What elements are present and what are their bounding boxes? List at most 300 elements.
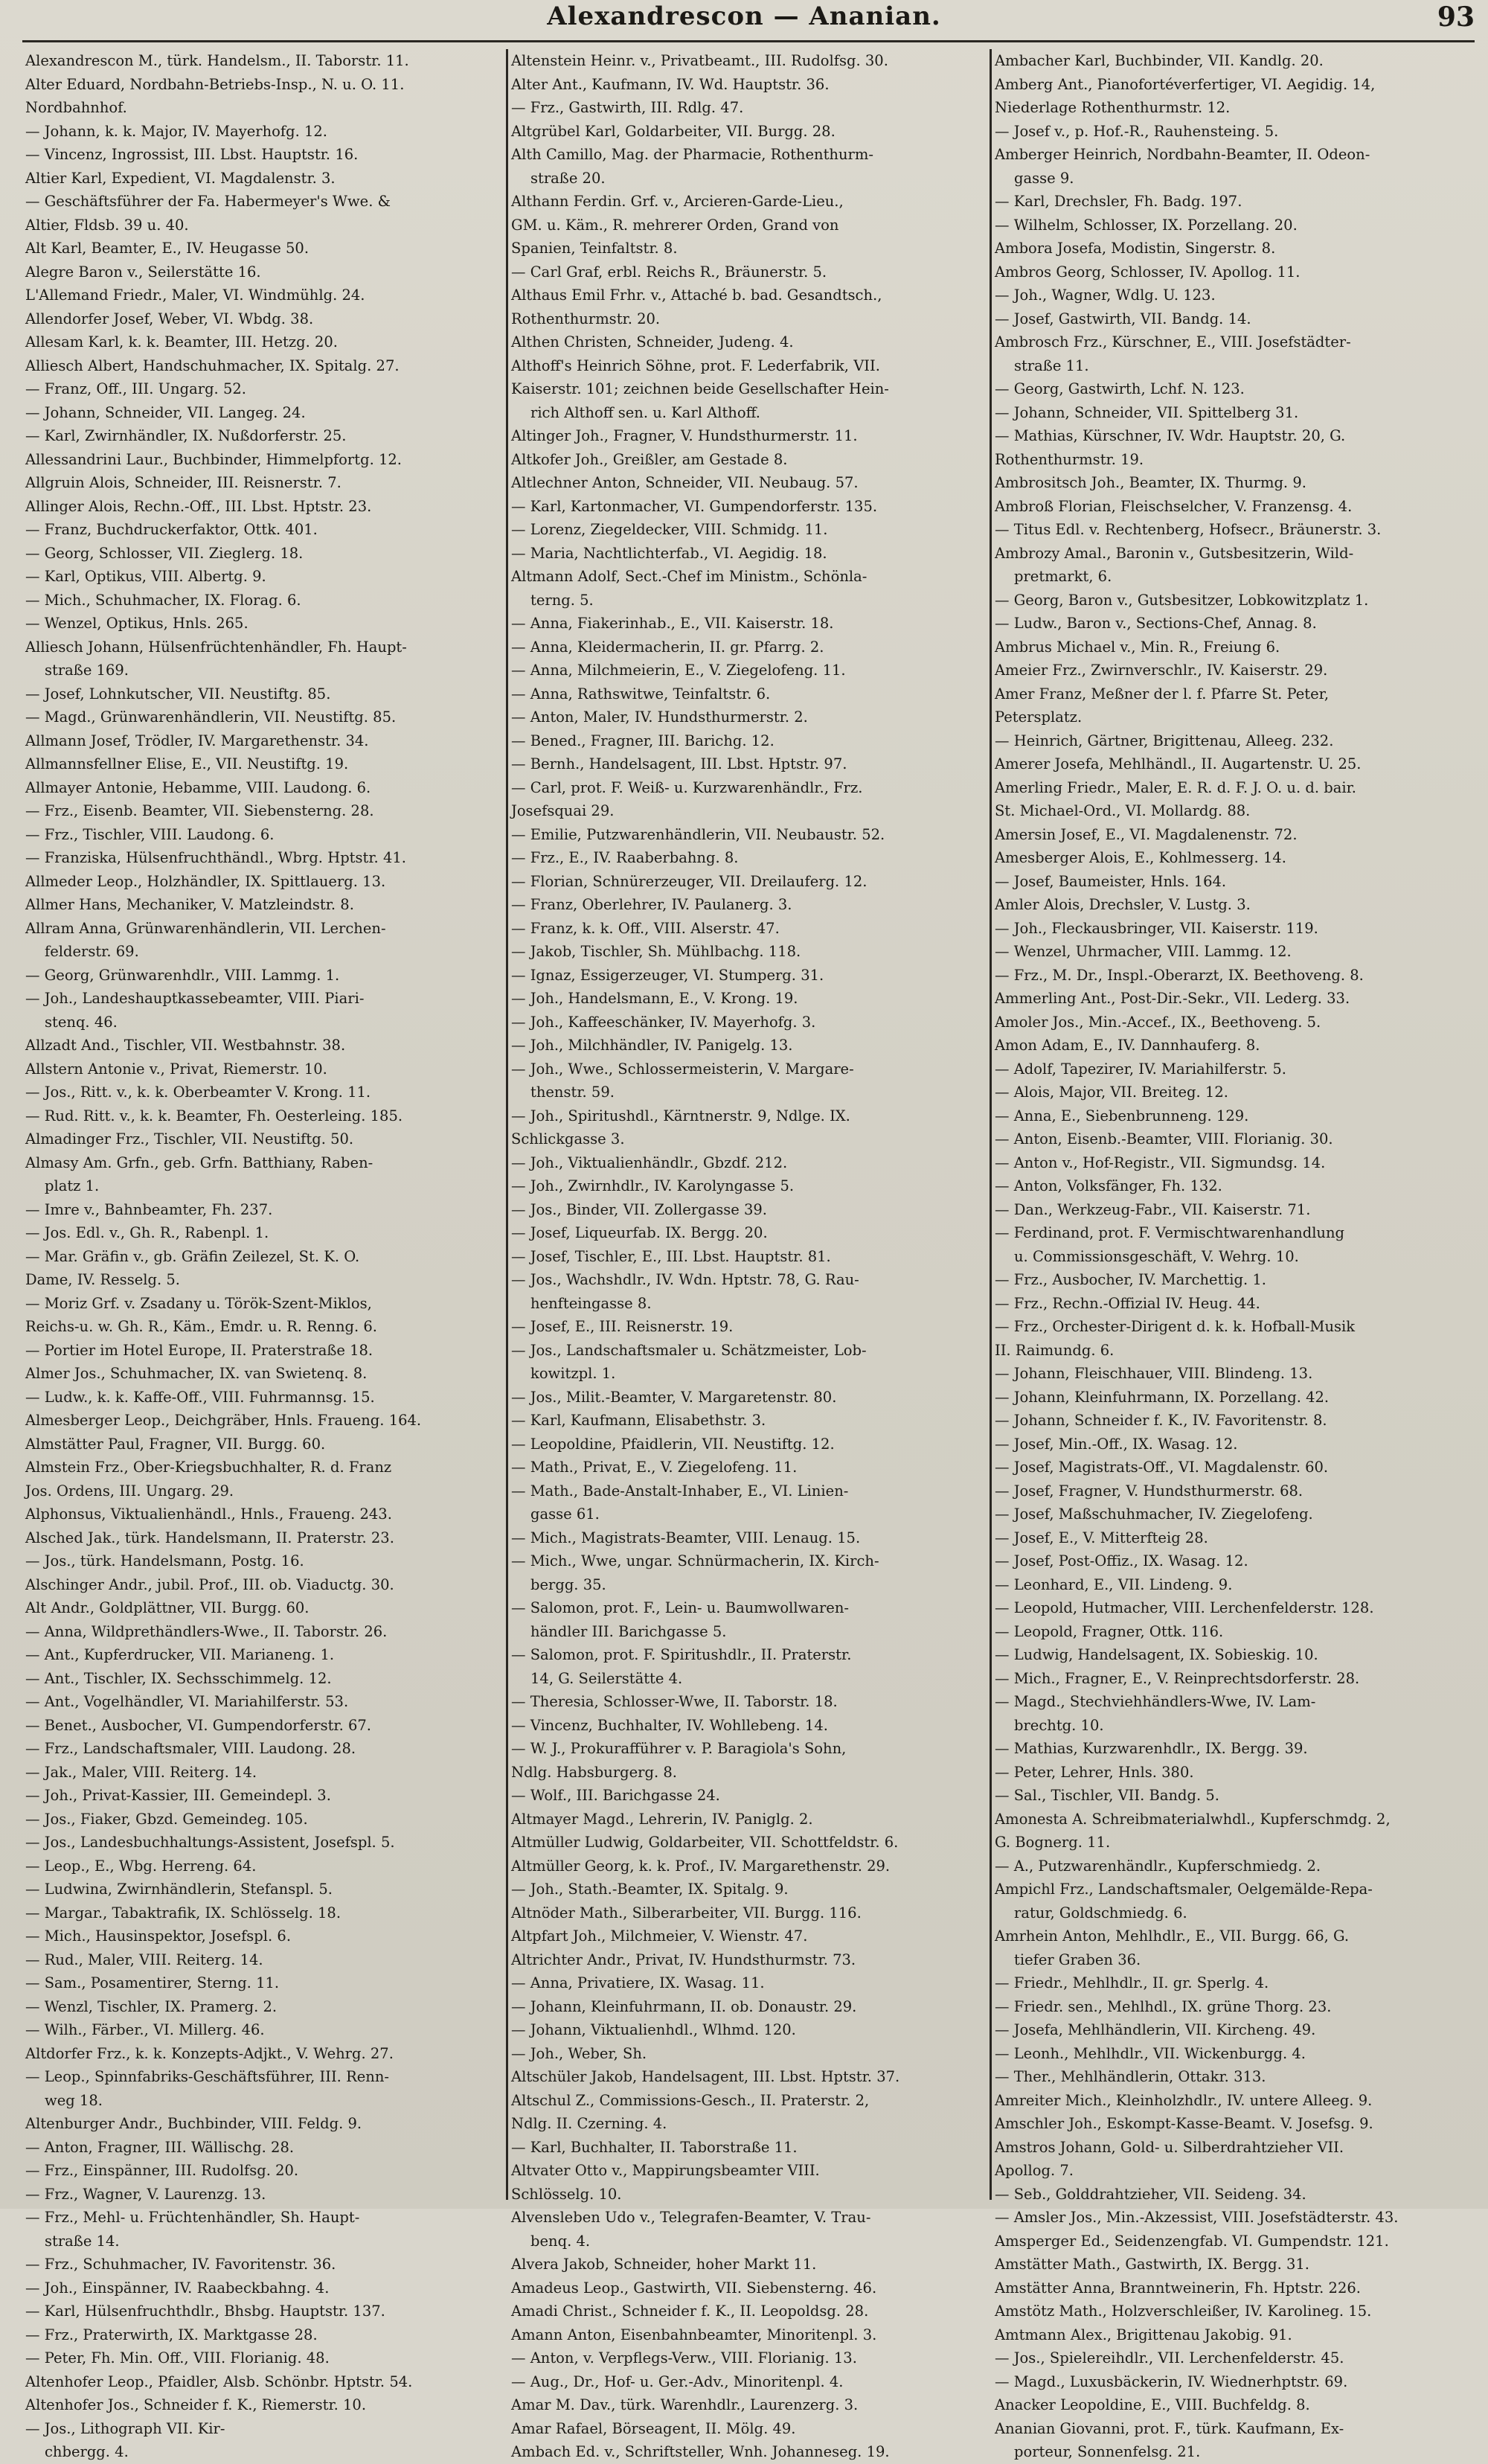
directory-entry: henfteingasse 8. [530,1294,652,1312]
directory-entry: Altenhofer Leop., Pfaidler, Alsb. Schönbr. Hptstr. 54. [25,2372,413,2390]
directory-entry: — Mathias, Kürschner, IV. Wdr. Hauptstr. 20, G. [995,427,1346,444]
directory-entry: Almer Jos., Schuhmacher, IX. van Swietenq. 8. [25,1365,368,1382]
directory-entry: — Bened., Fragner, III. Barichg. 12. [511,732,775,749]
directory-entry: Althen Christen, Schneider, Judeng. 4. [511,333,794,351]
directory-entry: — Joh., Wwe., Schlossermeisterin, V. Margare- [511,1060,854,1078]
directory-entry: Petersplatz. [995,708,1083,726]
directory-entry: Rothenthurmstr. 20. [511,310,661,327]
directory-entry: — Karl, Drechsler, Fh. Badg. 197. [995,193,1242,210]
directory-entry: stenq. 46. [45,1013,118,1031]
directory-columns [22,49,1475,2460]
directory-entry: Altschul Z., Commissions-Gesch., II. Praterstr. 2, [511,2091,870,2109]
directory-entry: — Titus Edl. v. Rechtenberg, Hofsecr., Bräunerstr. 3. [995,521,1382,538]
directory-entry: straße 14. [45,2232,120,2250]
directory-entry: — Frz., Wagner, V. Laurenzg. 13. [25,2185,266,2203]
directory-entry: Alliesch Albert, Handschuhmacher, IX. Spitalg. 27. [25,356,400,374]
directory-entry: — Joh., Stath.-Beamter, IX. Spitalg. 9. [511,1881,789,1898]
directory-entry: Altenburger Andr., Buchbinder, VIII. Feldg. 9. [25,2115,362,2132]
directory-entry: Amschler Joh., Eskompt-Kasse-Beamt. V. Josefsg. 9. [995,2115,1373,2132]
directory-entry: — Johann, Viktualienhdl., Wlhmd. 120. [511,2021,796,2038]
directory-entry: — Josef, E., III. Reisnerstr. 19. [511,1318,734,1335]
directory-entry: Schlösselg. 10. [511,2185,622,2203]
directory-entry: Rothenthurmstr. 19. [995,450,1144,468]
directory-entry: Allmer Hans, Mechaniker, V. Matzleindstr. 8. [25,896,354,913]
directory-entry: Amar Rafael, Börseagent, II. Mölg. 49. [511,2419,796,2437]
directory-entry: — Frz., Ausbocher, IV. Marchettig. 1. [995,1271,1266,1288]
directory-entry: — Karl, Hülsenfruchthdlr., Bhsbg. Hauptstr. 137. [25,2303,385,2320]
directory-entry: Amerling Friedr., Maler, E. R. d. F. J. O. u. d. bair. [995,778,1356,796]
directory-entry: Apollog. 7. [995,2162,1074,2179]
column-left [22,49,506,2460]
directory-entry: Ambrositsch Joh., Beamter, IX. Thurmg. 9. [995,474,1306,491]
directory-entry: — Margar., Tabaktrafik, IX. Schlösselg. 18. [25,1904,341,1921]
directory-entry: Alt Andr., Goldplättner, VII. Burgg. 60. [25,1599,310,1616]
directory-entry: Almstätter Paul, Fragner, VII. Burgg. 60. [25,1435,326,1453]
directory-entry: Amoler Jos., Min.-Accef., IX., Beethoveng. 5. [995,1013,1321,1031]
directory-entry: — Frz., E., IV. Raaberbahng. 8. [511,849,739,866]
directory-entry: — Frz., M. Dr., Inspl.-Oberarzt, IX. Beethoveng. 8. [995,966,1364,984]
directory-entry: Amberger Heinrich, Nordbahn-Beamter, II. Odeon- [995,146,1370,163]
directory-entry: — Jakob, Tischler, Sh. Mühlbachg. 118. [511,943,801,960]
directory-entry: — Anton, Maler, IV. Hundsthurmerstr. 2. [511,708,808,726]
directory-entry: Allendorfer Josef, Weber, VI. Wbdg. 38. [25,310,314,327]
directory-entry: Amrhein Anton, Mehlhdlr., E., VII. Burgg. 66, G. [995,1927,1350,1945]
directory-entry: — Anton, Volksfänger, Fh. 132. [995,1177,1222,1194]
directory-entry: Altgrübel Karl, Goldarbeiter, VII. Burgg. 28. [511,122,836,140]
directory-entry: Althoff's Heinrich Söhne, prot. F. Lederfabrik, VII. [511,356,880,374]
page-header [0,0,1488,43]
directory-entry: — Joh., Kaffeeschänker, IV. Mayerhofg. 3. [511,1013,816,1031]
directory-entry: — Leop., Spinnfabriks-Geschäftsführer, III. Renn- [25,2068,389,2085]
directory-entry: — Joh., Privat-Kassier, III. Gemeindepl. 3. [25,1787,331,1804]
directory-entry: Ambacher Karl, Buchbinder, VII. Kandlg. 20. [995,52,1324,69]
directory-entry: Schlickgasse 3. [511,1130,625,1148]
directory-entry: — Maria, Nachtlichterfab., VI. Aegidig. 18. [511,544,827,562]
directory-entry: — Vincenz, Buchhalter, IV. Wohllebeng. 14. [511,1716,828,1734]
directory-entry: — Josef, Baumeister, Hnls. 164. [995,872,1227,890]
directory-entry: Altmüller Ludwig, Goldarbeiter, VII. Schottfeldstr. 6. [511,1834,899,1851]
directory-entry: — Anton, Eisenb.-Beamter, VIII. Florianig. 30. [995,1130,1333,1148]
directory-entry: Niederlage Rothenthurmstr. 12. [995,99,1231,116]
directory-entry: — Josef, E., V. Mitterfteig 28. [995,1529,1208,1546]
directory-entry: — Wolf., III. Barichgasse 24. [511,1787,720,1804]
directory-entry: — Anna, Fiakerinhab., E., VII. Kaiserstr. 18. [511,615,834,632]
directory-entry: — Ludw., k. k. Kaffe-Off., VIII. Fuhrmannsg. 15. [25,1388,375,1406]
directory-entry: Alliesch Johann, Hülsenfrüchtenhändler, Fh. Haupt- [25,638,407,656]
directory-entry: — Josef, Lohnkutscher, VII. Neustiftg. 85. [25,685,331,703]
directory-entry: — Jos., Wachshdlr., IV. Wdn. Hptstr. 78, G. Rau- [511,1271,859,1288]
directory-entry: — Wenzel, Optikus, Hnls. 265. [25,615,248,632]
directory-entry: — Anna, Milchmeierin, E., V. Ziegelofeng. 11. [511,662,846,679]
directory-entry: — Georg, Schlosser, VII. Zieglerg. 18. [25,544,304,562]
directory-entry: rich Althoff sen. u. Karl Althoff. [530,403,760,421]
directory-entry: Amberg Ant., Pianofortéverfertiger, VI. Aegidig. 14, [995,75,1376,93]
directory-entry: Alschinger Andr., jubil. Prof., III. ob. Viaductg. 30. [25,1575,394,1593]
directory-entry: — Emilie, Putzwarenhändlerin, VII. Neubaustr. 52. [511,825,885,843]
directory-entry: — Mich., Hausinspektor, Josefspl. 6. [25,1927,292,1945]
directory-entry: — Frz., Landschaftsmaler, VIII. Laudong. 28. [25,1740,356,1757]
directory-entry: — Portier im Hotel Europe, II. Praterstraße 18. [25,1341,373,1359]
directory-entry: — Friedr., Mehlhdlr., II. gr. Sperlg. 4. [995,1974,1269,1991]
directory-entry: — Leop., E., Wbg. Herreng. 64. [25,1857,257,1875]
directory-entry: Spanien, Teinfaltstr. 8. [511,240,678,257]
directory-entry: — Carl, prot. F. Weiß- u. Kurzwarenhändlr., Frz. [511,778,863,796]
directory-entry: — Karl, Kartonmacher, VI. Gumpendorferstr. 135. [511,497,878,515]
directory-entry: Alth Camillo, Mag. der Pharmacie, Rothenthurm- [511,146,873,163]
directory-entry: Allessandrini Laur., Buchbinder, Himmelpfortg. 12. [25,450,402,468]
directory-entry: Alter Eduard, Nordbahn-Betriebs-Insp., N. u. O. 11. [25,75,405,93]
directory-entry: — Mich., Schuhmacher, IX. Florag. 6. [25,591,301,609]
directory-entry: — Jos., Spielereihdlr., VII. Lerchenfelderstr. 45. [995,2349,1344,2367]
directory-entry: — Frz., Einspänner, III. Rudolfsg. 20. [25,2162,299,2179]
page-number: 93 [1437,1,1475,33]
directory-entry: — Wilh., Färber., VI. Millerg. 46. [25,2021,265,2038]
directory-entry: — Leopoldine, Pfaidlerin, VII. Neustiftg. 12. [511,1435,835,1453]
directory-entry: — Johann, Schneider, VII. Spittelberg 31. [995,403,1299,421]
directory-entry: Altpfart Joh., Milchmeier, V. Wienstr. 47. [511,1927,808,1945]
directory-entry: Altinger Joh., Fragner, V. Hundsthurmerstr. 11. [511,427,858,444]
column-middle [506,49,990,2460]
directory-entry: — Jos. Edl. v., Gh. R., Rabenpl. 1. [25,1224,269,1241]
directory-entry: Altmüller Georg, k. k. Prof., IV. Margarethenstr. 29. [511,1857,891,1875]
directory-entry: — Theresia, Schlosser-Wwe, II. Taborstr. 18. [511,1693,838,1710]
directory-entry: — Anna, Wildprethändlers-Wwe., II. Taborstr. 26. [25,1622,388,1640]
directory-entry: Allstern Antonie v., Privat, Riemerstr. 10. [25,1060,327,1078]
directory-entry: Allmeder Leop., Holzhändler, IX. Spittlauerg. 13. [25,872,386,890]
directory-entry: Alvensleben Udo v., Telegrafen-Beamter, V. Trau- [511,2209,871,2226]
directory-entry: — A., Putzwarenhändlr., Kupferschmiedg. 2. [995,1857,1321,1875]
directory-entry: — Magd., Luxusbäckerin, IV. Wiednerhptstr. 69. [995,2372,1348,2390]
directory-entry: — Imre v., Bahnbeamter, Fh. 237. [25,1200,273,1218]
directory-entry: Alexandrescon M., türk. Handelsm., II. Taborstr. 11. [25,52,409,69]
directory-entry: Altenstein Heinr. v., Privatbeamt., III. Rudolfsg. 30. [511,52,888,69]
directory-entry: Althann Ferdin. Grf. v., Arcieren-Garde-Lieu., [511,193,844,210]
directory-entry: Allesam Karl, k. k. Beamter, III. Hetzg. 20. [25,333,338,351]
directory-entry: — Johann, Schneider, VII. Langeg. 24. [25,403,306,421]
directory-entry: Altdorfer Frz., k. k. Konzepts-Adjkt., V. Wehrg. 27. [25,2044,394,2062]
directory-entry: — Amsler Jos., Min.-Akzessist, VIII. Josefstädterstr. 43. [995,2209,1399,2226]
directory-entry: straße 169. [45,662,129,679]
directory-entry: pretmarkt, 6. [1014,568,1112,585]
directory-entry: — Frz., Rechn.-Offizial IV. Heug. 44. [995,1294,1260,1312]
directory-entry: Amler Alois, Drechsler, V. Lustg. 3. [995,896,1251,913]
directory-entry: — Anton v., Hof-Registr., VII. Sigmundsg. 14. [995,1153,1326,1171]
directory-entry: Amstätter Math., Gastwirth, IX. Bergg. 31. [995,2256,1309,2273]
directory-entry: Ndlg. Habsburgerg. 8. [511,1763,677,1781]
directory-entry: — Franz, k. k. Off., VIII. Alserstr. 47. [511,919,780,937]
directory-entry: — Sam., Posamentirer, Sterng. 11. [25,1974,280,1991]
directory-entry: — Joh., Landeshauptkassebeamter, VIII. Piari- [25,990,365,1007]
directory-entry: Amstätter Anna, Branntweinerin, Fh. Hptstr. 226. [995,2279,1361,2297]
directory-entry: — Leopold, Fragner, Ottk. 116. [995,1622,1224,1640]
directory-entry: — Jak., Maler, VIII. Reiterg. 14. [25,1763,257,1781]
directory-entry: — Anna, Kleidermacherin, II. gr. Pfarrg. 2. [511,638,824,656]
directory-entry: — Carl Graf, erbl. Reichs R., Bräunerstr. 5. [511,263,827,281]
directory-entry: — Josef, Tischler, E., III. Lbst. Hauptstr. 81. [511,1247,831,1265]
directory-entry: — Josef, Liqueurfab. IX. Bergg. 20. [511,1224,768,1241]
directory-entry: — Wilhelm, Schlosser, IX. Porzellang. 20. [995,216,1298,234]
directory-entry: u. Commissionsgeschäft, V. Wehrg. 10. [1014,1247,1299,1265]
directory-entry: Allmann Josef, Trödler, IV. Margarethenstr. 34. [25,732,369,749]
directory-entry: Ambrozy Amal., Baronin v., Gutsbesitzerin, Wild- [995,544,1354,562]
directory-entry: — W. J., Prokurafführer v. P. Baragiola's Sohn, [511,1740,847,1757]
directory-entry: — Salomon, prot. F., Lein- u. Baumwollwaren- [511,1599,849,1616]
directory-entry: kowitzpl. 1. [530,1365,616,1382]
page-title: Alexandrescon — Ananian. [547,1,941,31]
directory-entry: — Anna, Privatiere, IX. Wasag. 11. [511,1974,765,1991]
directory-entry: Ambroß Florian, Fleischselcher, V. Franzensg. 4. [995,497,1353,515]
directory-entry: — Wenzel, Uhrmacher, VIII. Lammg. 12. [995,943,1292,960]
directory-entry: — Josefa, Mehlhändlerin, VII. Kircheng. 49. [995,2021,1316,2038]
directory-entry: — Ludw., Baron v., Sections-Chef, Annag. 8. [995,615,1317,632]
directory-entry: — Lorenz, Ziegeldecker, VIII. Schmidg. 11. [511,521,828,538]
directory-entry: — Mich., Fragner, E., V. Reinprechtsdorferstr. 28. [995,1669,1360,1687]
directory-entry: — Karl, Zwirnhändler, IX. Nußdorferstr. 25. [25,427,347,444]
directory-entry: — Aug., Dr., Hof- u. Ger.-Adv., Minoritenpl. 4. [511,2372,844,2390]
directory-entry: Altrichter Andr., Privat, IV. Hundsthurmstr. 73. [511,1951,856,1968]
directory-entry: — Joh., Handelsmann, E., V. Krong. 19. [511,990,798,1007]
directory-entry: — Jos., Fiaker, Gbzd. Gemeindeg. 105. [25,1810,308,1828]
directory-entry: — Jos., Lithograph VII. Kir- [25,2419,225,2437]
directory-entry: II. Raimundg. 6. [995,1341,1115,1359]
directory-entry: — Frz., Schuhmacher, IV. Favoritenstr. 36. [25,2256,336,2273]
directory-entry: — Anna, E., Siebenbrunneng. 129. [995,1107,1249,1124]
directory-entry: Amerer Josefa, Mehlhändl., II. Augartenstr. U. 25. [995,755,1362,772]
directory-entry: Ananian Giovanni, prot. F., türk. Kaufmann, Ex- [995,2419,1344,2437]
directory-entry: weg 18. [45,2091,103,2109]
directory-entry: — Franz, Buchdruckerfaktor, Ottk. 401. [25,521,318,538]
directory-entry: chbergg. 4. [45,2443,129,2460]
directory-entry: Altnöder Math., Silberarbeiter, VII. Burgg. 116. [511,1904,862,1921]
directory-entry: — Moriz Grf. v. Zsadany u. Török-Szent-Miklos, [25,1294,372,1312]
directory-entry: — Jos., türk. Handelsmann, Postg. 16. [25,1552,304,1569]
directory-entry: platz 1. [45,1177,100,1194]
directory-entry: Amesberger Alois, E., Kohlmesserg. 14. [995,849,1286,866]
directory-entry: Ambrus Michael v., Min. R., Freiung 6. [995,638,1280,656]
directory-entry: — Georg, Gastwirth, Lchf. N. 123. [995,380,1245,397]
directory-entry: Josefsquai 29. [511,802,615,819]
directory-entry: — Salomon, prot. F. Spiritushdlr., II. Praterstr. [511,1646,852,1663]
directory-entry: — Rud. Ritt. v., k. k. Beamter, Fh. Oesterleing. 185. [25,1107,403,1124]
directory-entry: St. Michael-Ord., VI. Mollardg. 88. [995,802,1251,819]
directory-entry: Amadeus Leop., Gastwirth, VII. Siebensterng. 46. [511,2279,877,2297]
directory-entry: — Mathias, Kurzwarenhdlr., IX. Bergg. 39. [995,1740,1308,1757]
directory-entry: Amsperger Ed., Seidenzengfab. VI. Gumpendstr. 121. [995,2232,1389,2250]
directory-entry: — Rud., Maler, VIII. Reiterg. 14. [25,1951,263,1968]
directory-entry: Anacker Leopoldine, E., VIII. Buchfeldg. 8. [995,2396,1310,2413]
directory-entry: — Ludwig, Handelsagent, IX. Sobieskig. 10. [995,1646,1318,1663]
directory-entry: Amadi Christ., Schneider f. K., II. Leopoldsg. 28. [511,2303,869,2320]
directory-entry: — Jos., Landesbuchhaltungs-Assistent, Josefspl. 5. [25,1834,395,1851]
directory-entry: Allzadt And., Tischler, VII. Westbahnstr. 38. [25,1037,346,1054]
directory-entry: — Ant., Vogelhändler, VI. Mariahilferstr. 53. [25,1693,349,1710]
directory-entry: terng. 5. [530,591,594,609]
directory-entry: — Joh., Weber, Sh. [511,2044,647,2062]
directory-entry: Altier Karl, Expedient, VI. Magdalenstr. 3. [25,169,336,187]
directory-entry: gasse 61. [530,1505,600,1523]
directory-entry: Reichs-u. w. Gh. R., Käm., Emdr. u. R. Renng. 6. [25,1318,377,1335]
directory-entry: — Josef, Gastwirth, VII. Bandg. 14. [995,310,1251,327]
directory-entry: — Ant., Tischler, IX. Sechsschimmelg. 12. [25,1669,332,1687]
directory-entry: Altier, Fldsb. 39 u. 40. [25,216,189,234]
directory-entry: Amersin Josef, E., VI. Magdalenenstr. 72. [995,825,1298,843]
directory-entry: — Vincenz, Ingrossist, III. Lbst. Hauptstr. 16. [25,146,359,163]
directory-entry: Ameier Frz., Zwirnverschlr., IV. Kaiserstr. 29. [995,662,1328,679]
directory-entry: felderstr. 69. [45,943,139,960]
directory-entry: — Sal., Tischler, VII. Bandg. 5. [995,1787,1219,1804]
directory-entry: Ambach Ed. v., Schriftsteller, Wnh. Johanneseg. 19. [511,2443,890,2460]
directory-entry: Allmannsfellner Elise, E., VII. Neustiftg. 19. [25,755,349,772]
directory-entry: — Jos., Landschaftsmaler u. Schätzmeister, Lob- [511,1341,867,1359]
directory-entry: Ndlg. II. Czerning. 4. [511,2115,667,2132]
directory-entry: — Joh., Viktualienhändlr., Gbzdf. 212. [511,1153,788,1171]
directory-entry: — Josef, Maßschuhmacher, IV. Ziegelofeng. [995,1505,1313,1523]
directory-entry: — Anton, Fragner, III. Wällischg. 28. [25,2138,295,2156]
directory-entry: benq. 4. [530,2232,591,2250]
directory-entry: — Franziska, Hülsenfruchthändl., Wbrg. Hptstr. 41. [25,849,406,866]
directory-entry: — Math., Bade-Anstalt-Inhaber, E., VI. Linien- [511,1482,849,1500]
directory-entry: Alegre Baron v., Seilerstätte 16. [25,263,261,281]
directory-entry: — Frz., Tischler, VIII. Laudong. 6. [25,825,275,843]
directory-entry: Amtmann Alex., Brigittenau Jakobig. 91. [995,2326,1292,2343]
directory-entry: — Friedr. sen., Mehlhdl., IX. grüne Thorg. 23. [995,1997,1332,2015]
directory-entry: — Ferdinand, prot. F. Vermischtwarenhandlung [995,1224,1345,1241]
directory-entry: — Karl, Kaufmann, Elisabethstr. 3. [511,1412,766,1429]
directory-entry: Almesberger Leop., Deichgräber, Hnls. Fraueng. 164. [25,1412,422,1429]
directory-entry: Alter Ant., Kaufmann, IV. Wd. Hauptstr. 36. [511,75,830,93]
directory-entry: Altlechner Anton, Schneider, VII. Neubaug. 57. [511,474,859,491]
directory-entry: Kaiserstr. 101; zeichnen beide Gesellschafter Hein- [511,380,889,397]
directory-entry: Alt Karl, Beamter, E., IV. Heugasse 50. [25,240,310,257]
directory-entry: Altmann Adolf, Sect.-Chef im Ministm., Schönla- [511,568,868,585]
directory-entry: Altkofer Joh., Greißler, am Gestade 8. [511,450,788,468]
directory-entry: — Frz., Mehl- u. Früchtenhändler, Sh. Haupt- [25,2209,360,2226]
directory-entry: — Math., Privat, E., V. Ziegelofeng. 11. [511,1459,798,1476]
directory-entry: — Peter, Fh. Min. Off., VIII. Florianig. 48. [25,2349,330,2367]
directory-entry: ratur, Goldschmiedg. 6. [1014,1904,1187,1921]
directory-entry: — Mich., Magistrats-Beamter, VIII. Lenaug. 15. [511,1529,861,1546]
directory-entry: — Josef, Post-Offiz., IX. Wasag. 12. [995,1552,1248,1569]
directory-entry: — Leopold, Hutmacher, VIII. Lerchenfelderstr. 128. [995,1599,1374,1616]
directory-entry: — Jos., Ritt. v., k. k. Oberbeamter V. Krong. 11. [25,1084,371,1101]
directory-entry: — Frz., Eisenb. Beamter, VII. Siebensterng. 28. [25,802,374,819]
directory-entry: — Magd., Stechviehhändlers-Wwe, IV. Lam- [995,1693,1316,1710]
directory-entry: — Frz., Orchester-Dirigent d. k. k. Hofball-Musik [995,1318,1356,1335]
directory-entry: — Wenzl, Tischler, IX. Pramerg. 2. [25,1997,278,2015]
directory-entry: Amonesta A. Schreibmaterialwhdl., Kupferschmdg. 2, [995,1810,1391,1828]
directory-entry: Amann Anton, Eisenbahnbeamter, Minoritenpl. 3. [511,2326,877,2343]
directory-entry: — Joh., Wagner, Wdlg. U. 123. [995,287,1216,304]
directory-entry: — Jos., Binder, VII. Zollergasse 39. [511,1200,767,1218]
directory-entry: — Leonhard, E., VII. Lindeng. 9. [995,1575,1233,1593]
directory-entry: Almasy Am. Grfn., geb. Grfn. Batthiany, Raben- [25,1153,373,1171]
directory-entry: G. Bognerg. 11. [995,1834,1111,1851]
directory-entry: Jos. Ordens, III. Ungarg. 29. [25,1482,234,1500]
directory-entry: Alphonsus, Viktualienhändl., Hnls., Fraueng. 243. [25,1505,392,1523]
directory-entry: — Mich., Wwe, ungar. Schnürmacherin, IX. Kirch- [511,1552,879,1569]
directory-entry: — Franz, Oberlehrer, IV. Paulanerg. 3. [511,896,792,913]
directory-entry: — Ant., Kupferdrucker, VII. Marianeng. 1. [25,1646,335,1663]
directory-entry: Altenhofer Jos., Schneider f. K., Riemerstr. 10. [25,2396,367,2413]
directory-entry: — Peter, Lehrer, Hnls. 380. [995,1763,1194,1781]
directory-entry: — Joh., Milchhändler, IV. Panigelg. 13. [511,1037,793,1054]
directory-entry: — Georg, Grünwarenhdlr., VIII. Lammg. 1. [25,966,340,984]
directory-entry: — Ther., Mehlhändlerin, Ottakr. 313. [995,2068,1266,2085]
directory-entry: — Leonh., Mehlhdlr., VII. Wickenburgg. 4. [995,2044,1306,2062]
directory-entry: Almadinger Frz., Tischler, VII. Neustiftg. 50. [25,1130,354,1148]
directory-entry: — Josef, Min.-Off., IX. Wasag. 12. [995,1435,1238,1453]
directory-entry: — Karl, Optikus, VIII. Albertg. 9. [25,568,266,585]
directory-entry: — Frz., Gastwirth, III. Rdlg. 47. [511,99,744,116]
directory-entry: gasse 9. [1014,169,1074,187]
directory-entry: — Dan., Werkzeug-Fabr., VII. Kaiserstr. 71. [995,1200,1311,1218]
directory-entry: — Ludwina, Zwirnhändlerin, Stefanspl. 5. [25,1881,333,1898]
directory-entry: — Joh., Fleckausbringer, VII. Kaiserstr. 119. [995,919,1318,937]
directory-entry: — Magd., Grünwarenhändlerin, VII. Neustiftg. 85. [25,708,397,726]
directory-entry: — Karl, Buchhalter, II. Taborstraße 11. [511,2138,798,2156]
directory-entry: — Ignaz, Essigerzeuger, VI. Stumperg. 31. [511,966,824,984]
directory-entry: — Frz., Praterwirth, IX. Marktgasse 28. [25,2326,318,2343]
directory-entry: Althaus Emil Frhr. v., Attaché b. bad. Gesandtsch., [511,287,882,304]
directory-entry: Amreiter Mich., Kleinholzhdlr., IV. untere Alleeg. 9. [995,2091,1373,2109]
directory-entry: — Johann, k. k. Major, IV. Mayerhofg. 12. [25,122,327,140]
directory-entry: Amon Adam, E., IV. Dannhauferg. 8. [995,1037,1260,1054]
directory-entry: porteur, Sonnenfelsg. 21. [1014,2443,1201,2460]
directory-entry: — Benet., Ausbocher, VI. Gumpendorferstr. 67. [25,1716,372,1734]
column-right [990,49,1473,2460]
directory-entry: — Heinrich, Gärtner, Brigittenau, Alleeg. 232. [995,732,1334,749]
directory-entry: Allram Anna, Grünwarenhändlerin, VII. Lerchen- [25,919,386,937]
directory-entry: — Josef v., p. Hof.-R., Rauhensteing. 5. [995,122,1279,140]
directory-entry: bergg. 35. [530,1575,606,1593]
directory-entry: tiefer Graben 36. [1014,1951,1141,1968]
directory-entry: — Joh., Spiritushdl., Kärntnerstr. 9, Ndlge. IX. [511,1107,850,1124]
directory-entry: Alvera Jakob, Schneider, hoher Markt 11. [511,2256,817,2273]
directory-entry: — Anna, Rathswitwe, Teinfaltstr. 6. [511,685,771,703]
directory-entry: Altvater Otto v., Mappirungsbeamter VIII. [511,2162,820,2179]
directory-entry: — Geschäftsführer der Fa. Habermeyer's Wwe. & [25,193,391,210]
directory-entry: — Joh., Einspänner, IV. Raabeckbahng. 4. [25,2279,330,2297]
directory-entry: Ambora Josefa, Modistin, Singerstr. 8. [995,240,1276,257]
directory-entry: Allmayer Antonie, Hebamme, VIII. Laudong. 6. [25,778,371,796]
directory-entry: — Josef, Magistrats-Off., VI. Magdalenstr. 60. [995,1459,1329,1476]
directory-entry: händler III. Barichgasse 5. [530,1622,727,1640]
directory-entry: brechtg. 10. [1014,1716,1104,1734]
directory-entry: — Johann, Kleinfuhrmann, IX. Porzellang. 42. [995,1388,1330,1406]
directory-entry: GM. u. Käm., R. mehrerer Orden, Grand von [511,216,839,234]
directory-entry: Ampichl Frz., Landschaftsmaler, Oelgemälde-Repa- [995,1881,1373,1898]
directory-entry: — Mar. Gräfin v., gb. Gräfin Zeilezel, St. K. O. [25,1247,360,1265]
directory-entry: straße 11. [1014,356,1089,374]
directory-entry: — Alois, Major, VII. Breiteg. 12. [995,1084,1228,1101]
directory-entry: — Josef, Fragner, V. Hundsthurmerstr. 68. [995,1482,1303,1500]
directory-entry: Almstein Frz., Ober-Kriegsbuchhalter, R. d. Franz [25,1459,392,1476]
directory-entry: Nordbahnhof. [25,99,127,116]
directory-entry: Altmayer Magd., Lehrerin, IV. Paniglg. 2. [511,1810,813,1828]
directory-entry: — Bernh., Handelsagent, III. Lbst. Hptstr. 97. [511,755,847,772]
directory-entry: — Jos., Milit.-Beamter, V. Margaretenstr. 80. [511,1388,837,1406]
directory-entry: — Johann, Fleischhauer, VIII. Blindeng. 13. [995,1365,1313,1382]
directory-entry: Ambros Georg, Schlosser, IV. Apollog. 11. [995,263,1301,281]
directory-entry: Ambrosch Frz., Kürschner, E., VIII. Josefstädter- [995,333,1351,351]
directory-entry: — Johann, Kleinfuhrmann, II. ob. Donaustr. 29. [511,1997,857,2015]
directory-entry: Allinger Alois, Rechn.-Off., III. Lbst. Hptstr. 23. [25,497,372,515]
directory-entry: — Adolf, Tapezirer, IV. Mariahilferstr. 5. [995,1060,1286,1078]
directory-entry: — Georg, Baron v., Gutsbesitzer, Lobkowitzplatz 1. [995,591,1369,609]
directory-entry: Amstros Johann, Gold- u. Silberdrahtzieher VII. [995,2138,1344,2156]
directory-entry: Dame, IV. Resselg. 5. [25,1271,180,1288]
directory-entry: Altschüler Jakob, Handelsagent, III. Lbst. Hptstr. 37. [511,2068,900,2085]
